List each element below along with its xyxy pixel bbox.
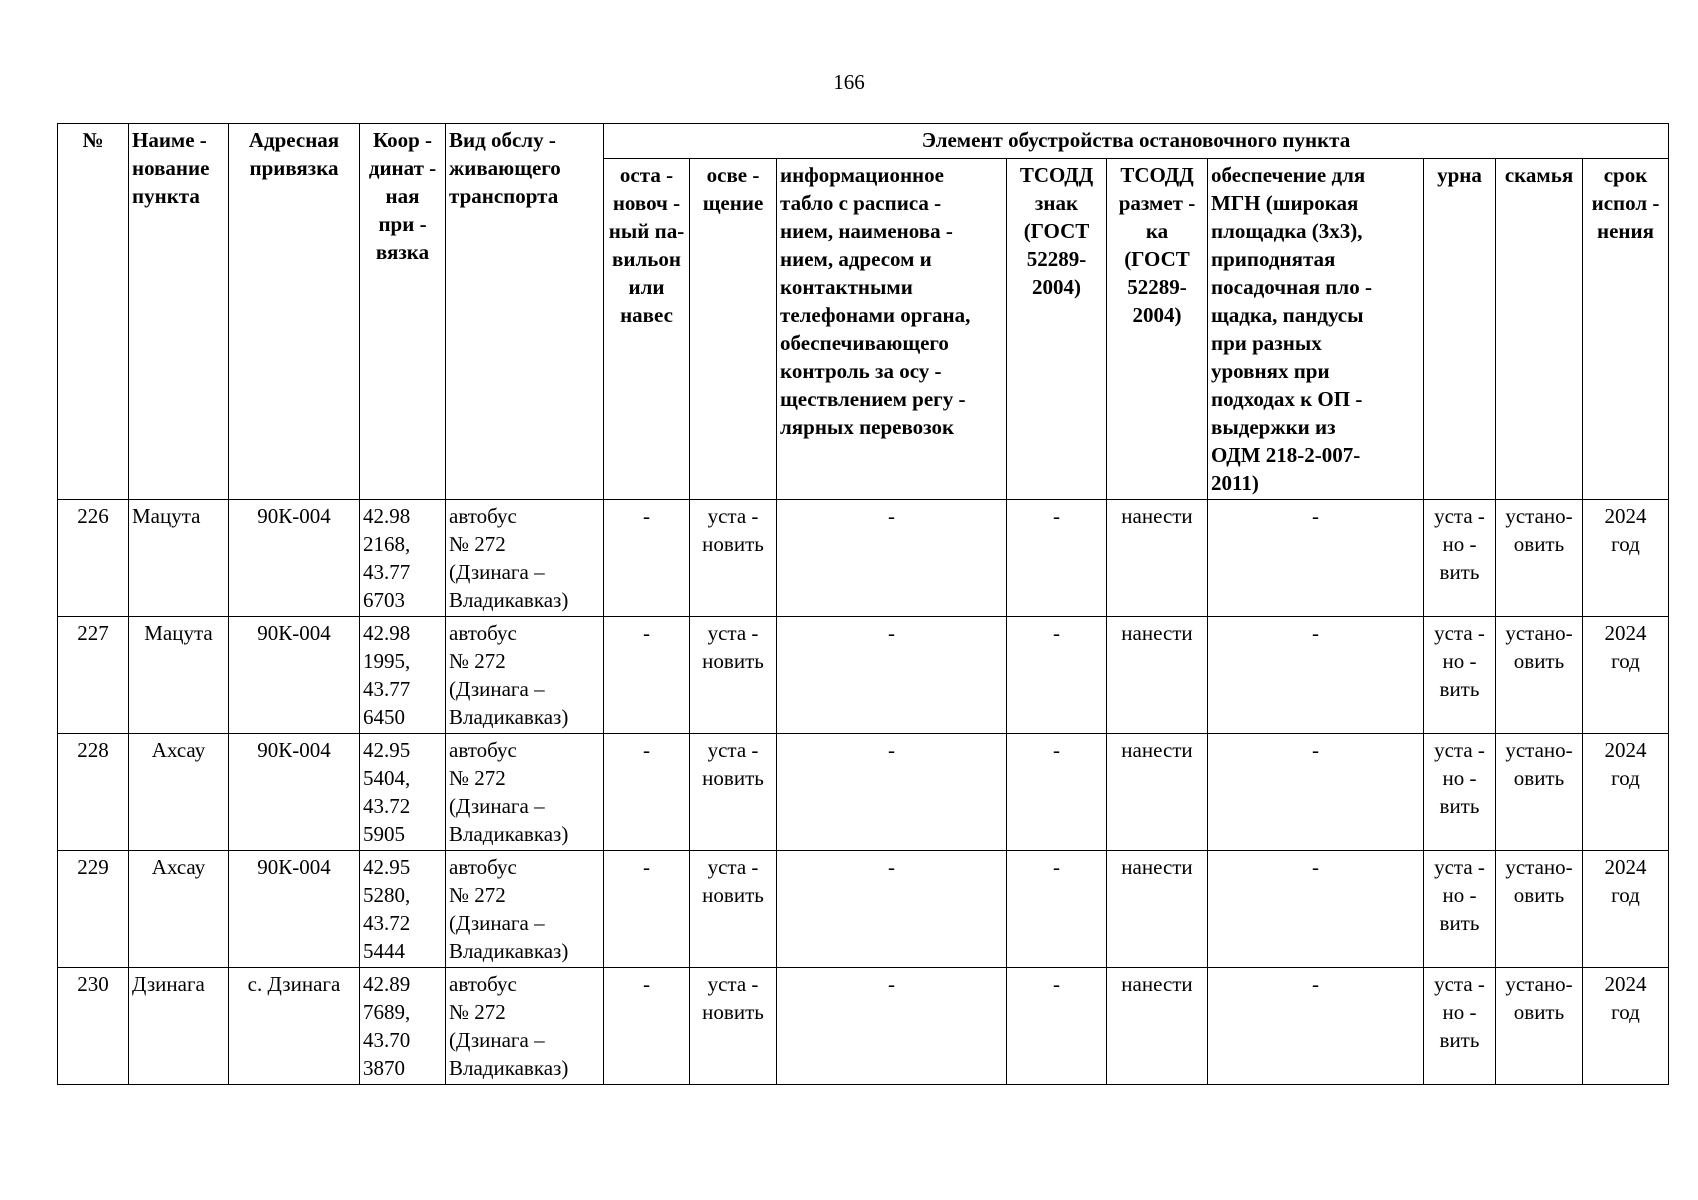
cell-infoboard: - <box>777 968 1007 1085</box>
cell-address: 90К-004 <box>229 500 360 617</box>
cell-bin: уста - но - вить <box>1424 500 1496 617</box>
cell-num: 230 <box>58 968 129 1085</box>
bus-stops-table <box>57 123 1669 1085</box>
col-header-mgn: обеспечение для МГН (широкая площадка (3х3), приподнятая посадочная пло - щадка, пандусы при разных уровнях при подходах к ОП - выдержки из ОДМ 218-2-007- 2011) <box>1208 159 1424 500</box>
cell-bench: устано- овить <box>1496 968 1583 1085</box>
cell-num: 229 <box>58 851 129 968</box>
table-row <box>58 851 1669 968</box>
cell-bench: устано- овить <box>1496 617 1583 734</box>
cell-bench: устано- овить <box>1496 734 1583 851</box>
cell-transport: автобус № 272 (Дзинага – Владикавказ) <box>446 617 604 734</box>
col-header-bench: скамья <box>1496 159 1583 500</box>
cell-num: 228 <box>58 734 129 851</box>
cell-transport: автобус № 272 (Дзинага – Владикавказ) <box>446 968 604 1085</box>
cell-bench: устано- овить <box>1496 851 1583 968</box>
cell-infoboard: - <box>777 734 1007 851</box>
table-row <box>58 500 1669 617</box>
cell-bin: уста - но - вить <box>1424 968 1496 1085</box>
col-header-marking: ТСОДД размет - ка (ГОСТ 52289- 2004) <box>1107 159 1208 500</box>
cell-bin: уста - но - вить <box>1424 617 1496 734</box>
cell-transport: автобус № 272 (Дзинага – Владикавказ) <box>446 734 604 851</box>
table-row <box>58 734 1669 851</box>
col-header-name: Наиме - нование пункта <box>129 124 229 500</box>
cell-marking: нанести <box>1107 851 1208 968</box>
cell-coords: 42.98 2168, 43.77 6703 <box>360 500 446 617</box>
col-header-num: № <box>58 124 129 500</box>
cell-mgn: - <box>1208 500 1424 617</box>
cell-sign: - <box>1007 851 1107 968</box>
cell-pavilion: - <box>604 968 690 1085</box>
cell-num: 226 <box>58 500 129 617</box>
cell-mgn: - <box>1208 617 1424 734</box>
cell-lighting: уста - новить <box>690 617 777 734</box>
cell-coords: 42.98 1995, 43.77 6450 <box>360 617 446 734</box>
cell-sign: - <box>1007 968 1107 1085</box>
cell-lighting: уста - новить <box>690 500 777 617</box>
col-header-coords: Коор - динат - ная при - вязка <box>360 124 446 500</box>
cell-marking: нанести <box>1107 734 1208 851</box>
table-row <box>58 968 1669 1085</box>
cell-deadline: 2024 год <box>1583 851 1669 968</box>
header-row <box>58 124 1669 159</box>
col-header-infoboard: информационное табло с расписа - нием, наименова - нием, адресом и контактными телефонами органа, обеспечивающего контроль за осу - ществлением регу - лярных перевозок <box>777 159 1007 500</box>
col-header-transport: Вид обслу - живающего транспорта <box>446 124 604 500</box>
cell-deadline: 2024 год <box>1583 617 1669 734</box>
cell-name: Мацута <box>129 500 229 617</box>
cell-infoboard: - <box>777 617 1007 734</box>
cell-lighting: уста - новить <box>690 851 777 968</box>
col-header-address: Адресная привязка <box>229 124 360 500</box>
cell-infoboard: - <box>777 500 1007 617</box>
cell-address: 90К-004 <box>229 734 360 851</box>
cell-marking: нанести <box>1107 968 1208 1085</box>
cell-transport: автобус № 272 (Дзинага – Владикавказ) <box>446 851 604 968</box>
cell-coords: 42.89 7689, 43.70 3870 <box>360 968 446 1085</box>
cell-coords: 42.95 5404, 43.72 5905 <box>360 734 446 851</box>
cell-deadline: 2024 год <box>1583 500 1669 617</box>
cell-marking: нанести <box>1107 617 1208 734</box>
cell-mgn: - <box>1208 851 1424 968</box>
cell-marking: нанести <box>1107 500 1208 617</box>
cell-lighting: уста - новить <box>690 968 777 1085</box>
cell-pavilion: - <box>604 851 690 968</box>
cell-bin: уста - но - вить <box>1424 734 1496 851</box>
col-header-sign: ТСОДД знак (ГОСТ 52289- 2004) <box>1007 159 1107 500</box>
cell-deadline: 2024 год <box>1583 734 1669 851</box>
cell-name: Дзинага <box>129 968 229 1085</box>
cell-pavilion: - <box>604 500 690 617</box>
cell-name: Ахсау <box>129 734 229 851</box>
cell-sign: - <box>1007 500 1107 617</box>
cell-sign: - <box>1007 617 1107 734</box>
col-header-pavilion: оста - новоч - ный па- вильон или навес <box>604 159 690 500</box>
cell-pavilion: - <box>604 617 690 734</box>
cell-num: 227 <box>58 617 129 734</box>
cell-infoboard: - <box>777 851 1007 968</box>
cell-sign: - <box>1007 734 1107 851</box>
table-row <box>58 617 1669 734</box>
cell-transport: автобус № 272 (Дзинага – Владикавказ) <box>446 500 604 617</box>
cell-bin: уста - но - вить <box>1424 851 1496 968</box>
cell-mgn: - <box>1208 968 1424 1085</box>
col-group-header: Элемент обустройства остановочного пункта <box>604 124 1669 159</box>
cell-name: Ахсау <box>129 851 229 968</box>
cell-address: 90К-004 <box>229 617 360 734</box>
cell-address: с. Дзинага <box>229 968 360 1085</box>
cell-coords: 42.95 5280, 43.72 5444 <box>360 851 446 968</box>
col-header-lighting: осве - щение <box>690 159 777 500</box>
cell-bench: устано- овить <box>1496 500 1583 617</box>
col-header-deadline: срок испол - нения <box>1583 159 1669 500</box>
cell-lighting: уста - новить <box>690 734 777 851</box>
cell-deadline: 2024 год <box>1583 968 1669 1085</box>
page-number: 166 <box>833 70 865 94</box>
cell-mgn: - <box>1208 734 1424 851</box>
cell-name: Мацута <box>129 617 229 734</box>
cell-address: 90К-004 <box>229 851 360 968</box>
col-header-bin: урна <box>1424 159 1496 500</box>
cell-pavilion: - <box>604 734 690 851</box>
